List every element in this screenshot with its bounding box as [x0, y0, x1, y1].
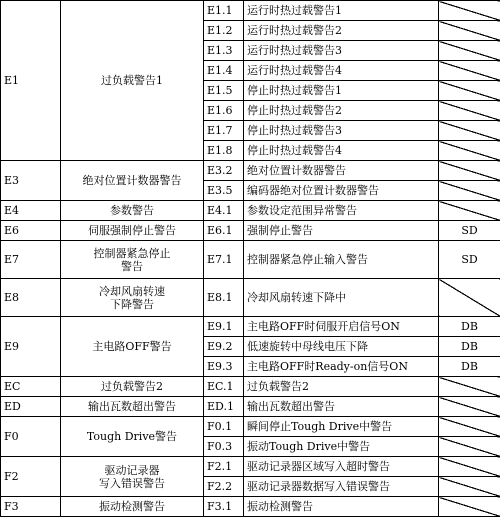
alarm-name-line: 驱动记录器 [64, 464, 200, 477]
table-row [1, 457, 500, 477]
alarm-name-line: 下降警告 [64, 298, 200, 311]
detail-code: E9.2 [204, 337, 244, 357]
detail-description: 振动检测警告 [244, 497, 439, 517]
table-row [1, 1, 500, 21]
detail-code: F3.1 [204, 497, 244, 517]
alarm-code: E1 [1, 1, 61, 161]
diagonal-empty-cell [439, 279, 500, 317]
table-row [1, 417, 500, 437]
alarm-name: 伺服强制停止警告 [61, 221, 204, 241]
diagonal-empty-cell [439, 1, 500, 21]
detail-description: 运行时热过载警告3 [244, 41, 439, 61]
diagonal-empty-cell [439, 181, 500, 201]
detail-description: 参数设定范围异常警告 [244, 201, 439, 221]
detail-code: E8.1 [204, 279, 244, 317]
detail-code: E1.1 [204, 1, 244, 21]
detail-description: 运行时热过载警告4 [244, 61, 439, 81]
detail-description: 控制器紧急停止输入警告 [244, 241, 439, 279]
alarm-code: EC [1, 377, 61, 397]
diagonal-empty-cell [439, 417, 500, 437]
detail-code: E1.5 [204, 81, 244, 101]
detail-code: E9.1 [204, 317, 244, 337]
diagonal-empty-cell [439, 437, 500, 457]
diagonal-empty-cell [439, 141, 500, 161]
detail-code: E9.3 [204, 357, 244, 377]
detail-description: 振动Tough Drive中警告 [244, 437, 439, 457]
detail-code: EC.1 [204, 377, 244, 397]
alarm-code: E9 [1, 317, 61, 377]
detail-description: 运行时热过载警告1 [244, 1, 439, 21]
detail-description: 停止时热过载警告4 [244, 141, 439, 161]
detail-code: F0.1 [204, 417, 244, 437]
alarm-name: 输出瓦数超出警告 [61, 397, 204, 417]
alarm-name: 主电路OFF警告 [61, 317, 204, 377]
alarm-code: ED [1, 397, 61, 417]
diagonal-empty-cell [439, 41, 500, 61]
detail-description: 停止时热过载警告2 [244, 101, 439, 121]
detail-code: E1.4 [204, 61, 244, 81]
alarm-name [61, 241, 204, 279]
detail-description: 绝对位置计数器警告 [244, 161, 439, 181]
detail-code: E1.6 [204, 101, 244, 121]
alarm-code: E8 [1, 279, 61, 317]
detail-description: 主电路OFF时Ready-on信号ON [244, 357, 439, 377]
alarm-code: E3 [1, 161, 61, 201]
alarm-code: E4 [1, 201, 61, 221]
detail-description: 运行时热过载警告2 [244, 21, 439, 41]
alarm-name: 绝对位置计数器警告 [61, 161, 204, 201]
stop-method: DB [439, 337, 500, 357]
detail-code: E3.2 [204, 161, 244, 181]
alarm-name: Tough Drive警告 [61, 417, 204, 457]
alarm-name-line: 控制器紧急停止 [64, 247, 200, 260]
diagonal-empty-cell [439, 201, 500, 221]
detail-description: 输出瓦数超出警告 [244, 397, 439, 417]
diagonal-empty-cell [439, 81, 500, 101]
detail-description: 强制停止警告 [244, 221, 439, 241]
diagonal-empty-cell [439, 457, 500, 477]
alarm-code: E7 [1, 241, 61, 279]
detail-description: 瞬间停止Tough Drive中警告 [244, 417, 439, 437]
table-row [1, 279, 500, 317]
detail-code: E1.8 [204, 141, 244, 161]
stop-method: DB [439, 317, 500, 337]
diagonal-empty-cell [439, 497, 500, 517]
table-row [1, 241, 500, 279]
diagonal-empty-cell [439, 101, 500, 121]
detail-description: 停止时热过载警告3 [244, 121, 439, 141]
diagonal-empty-cell [439, 121, 500, 141]
alarm-name: 参数警告 [61, 201, 204, 221]
table-row [1, 377, 500, 397]
table-row [1, 221, 500, 241]
stop-method: SD [439, 221, 500, 241]
diagonal-empty-cell [439, 21, 500, 41]
detail-code: E1.7 [204, 121, 244, 141]
table-row [1, 161, 500, 181]
alarm-name-line: 冷却风扇转速 [64, 285, 200, 298]
detail-description: 低速旋转中母线电压下降 [244, 337, 439, 357]
detail-code: E6.1 [204, 221, 244, 241]
alarm-name: 振动检测警告 [61, 497, 204, 517]
table-row [1, 397, 500, 417]
detail-description: 主电路OFF时伺服开启信号ON [244, 317, 439, 337]
table-row [1, 201, 500, 221]
stop-method: SD [439, 241, 500, 279]
detail-code: E1.2 [204, 21, 244, 41]
table-row [1, 497, 500, 517]
alarm-name-line: 警告 [64, 260, 200, 273]
diagonal-empty-cell [439, 377, 500, 397]
alarm-name [61, 279, 204, 317]
diagonal-empty-cell [439, 61, 500, 81]
detail-description: 过负载警告2 [244, 377, 439, 397]
detail-description: 停止时热过载警告1 [244, 81, 439, 101]
diagonal-empty-cell [439, 397, 500, 417]
alarm-code: F2 [1, 457, 61, 497]
alarm-name [61, 457, 204, 497]
diagonal-empty-cell [439, 161, 500, 181]
alarm-name-line: 写入错误警告 [64, 477, 200, 490]
table-row [1, 317, 500, 337]
detail-code: E7.1 [204, 241, 244, 279]
detail-description: 冷却风扇转速下降中 [244, 279, 439, 317]
alarm-code: F3 [1, 497, 61, 517]
stop-method: DB [439, 357, 500, 377]
alarm-name: 过负载警告1 [61, 1, 204, 161]
alarm-code: E6 [1, 221, 61, 241]
detail-description: 驱动记录器区域写入超时警告 [244, 457, 439, 477]
detail-description: 编码器绝对位置计数器警告 [244, 181, 439, 201]
detail-code: F2.1 [204, 457, 244, 477]
detail-code: F0.3 [204, 437, 244, 457]
detail-code: E3.5 [204, 181, 244, 201]
diagonal-empty-cell [439, 477, 500, 497]
detail-code: F2.2 [204, 477, 244, 497]
alarm-name: 过负载警告2 [61, 377, 204, 397]
alarm-code: F0 [1, 417, 61, 457]
detail-code: E4.1 [204, 201, 244, 221]
alarm-table-body [1, 1, 500, 517]
detail-code: ED.1 [204, 397, 244, 417]
detail-code: E1.3 [204, 41, 244, 61]
detail-description: 驱动记录器数据写入错误警告 [244, 477, 439, 497]
